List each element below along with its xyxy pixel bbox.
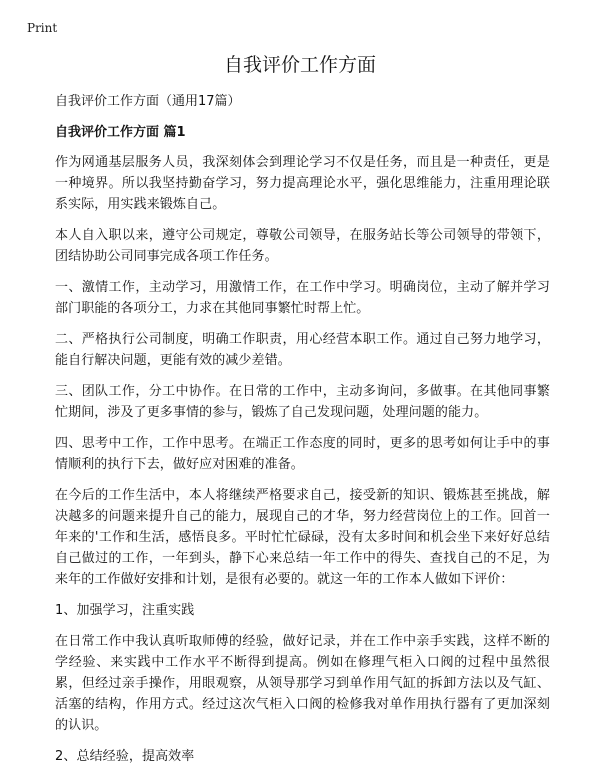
print-label[interactable]: Print <box>27 21 58 35</box>
paragraph-2: 本人自入职以来，遵守公司规定，尊敬公司领导，在服务站长等公司领导的带领下，团结协助公司同事完成各项工作任务。 <box>55 228 550 264</box>
document-subtitle: 自我评价工作方面（通用17篇） <box>55 94 241 109</box>
paragraph-4: 二、严格执行公司制度，明确工作职责，用心经营本职工作。通过自己努力地学习，能自行解决问题，更能有效的减少差错。 <box>55 332 550 368</box>
list-heading-2: 2、总结经验，提高效率 <box>55 749 195 764</box>
paragraph-3: 一、激情工作，主动学习，用激情工作，在工作中学习。明确岗位，主动了解并学习部门职能的各项分工，力求在其他同事繁忙时帮上忙。 <box>55 280 550 316</box>
document-title: 自我评价工作方面 <box>223 54 376 76</box>
section-heading: 自我评价工作方面 篇1 <box>55 125 186 140</box>
paragraph-6: 四、思考中工作，工作中思考。在端正工作态度的同时，更多的思考如何让手中的事情顺利的执行下去，做好应对困难的准备。 <box>55 436 550 472</box>
paragraph-7: 在今后的工作生活中，本人将继续严格要求自己，接受新的知识、锻炼甚至挑战，解决越多的问题来提升自己的能力，展现自己的才华，努力经营岗位上的工作。回首一年来的'工作和生活，感悟良多。平时忙忙碌碌，没有太多时间和机会坐下来好好总结自己做过的工作，一年到头，静下心来总结一年工作中的得失、查找自己的不足，为来年的工作做好安排和计划，是很有必要的。就这一年的工作本人做如下评价： <box>55 488 550 587</box>
document-body <box>55 92 550 777</box>
paragraph-1: 作为网通基层服务人员，我深刻体会到理论学习不仅是任务，而且是一种责任，更是一种境界。所以我坚持勤奋学习，努力提高理论水平，强化思维能力，注重用理论联系实际，用实践来锻炼自己。 <box>55 155 550 212</box>
paragraph-8: 在日常工作中我认真听取师傅的经验，做好记录，并在工作中亲手实践，这样不断的学经验、来实践中工作水平不断得到提高。例如在修理气柜入口阀的过程中虽然很累，但经过亲手操作，用眼观察，从领导那学习到单作用气缸的拆卸方法以及气缸、活塞的结构，作用方式。经过这次气柜入口阀的检修我对单作用执行器有了更加深刻的认识。 <box>55 634 550 733</box>
list-heading-1: 1、加强学习，注重实践 <box>55 603 195 618</box>
paragraph-5: 三、团队工作，分工中协作。在日常的工作中，主动多询问，多做事。在其他同事繁忙期间，涉及了更多事情的参与，锻炼了自己发现问题，处理问题的能力。 <box>55 384 550 420</box>
